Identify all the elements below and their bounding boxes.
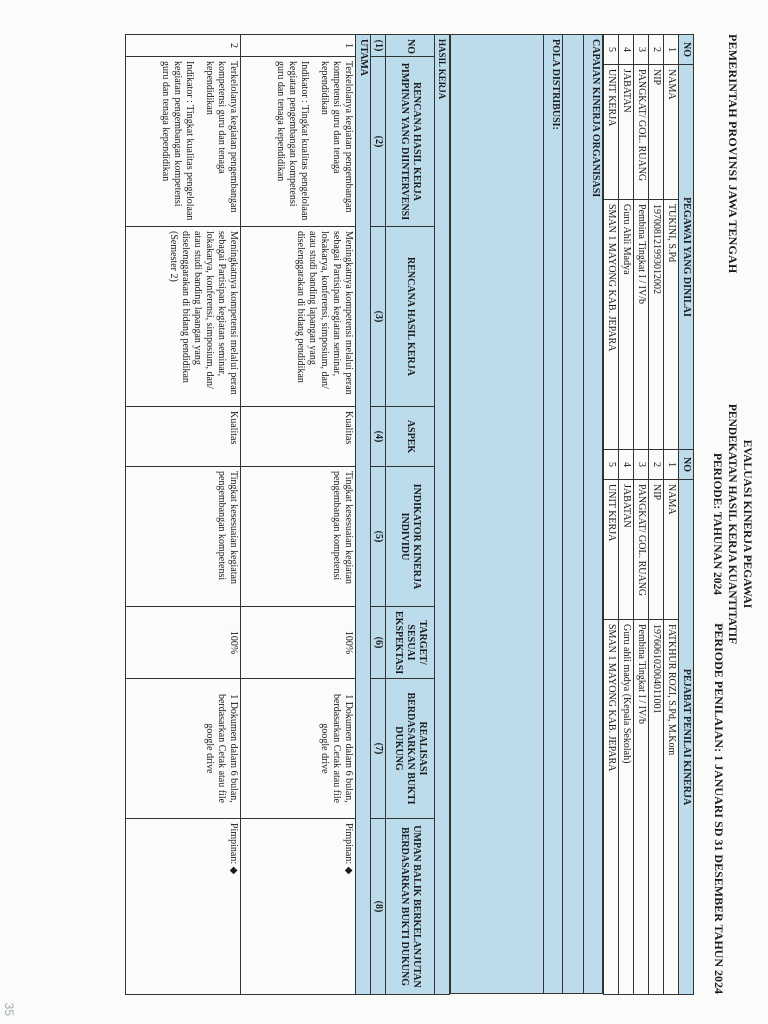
row-label: UNIT KERJA [604,480,619,620]
hasil-kerja-row [435,35,450,995]
realisasi-text: 1 Dokumen dalam 6 bulan, berdasarkan Cetak atau file google drive [126,679,241,819]
col-rhk-pimpinan-heading: RENCANA HASIL KERJA PIMPINAN YANG DIINTERVENSI [386,57,435,227]
identity-row [649,35,664,995]
assessor-value: 197606102004011001 [649,620,664,995]
col-number: (4) [371,407,386,467]
col-no: NO [679,35,694,65]
row-no: 1 [664,35,679,65]
assessor-value: Guru ahli madya (Kepala Sekolah) [619,620,634,995]
umpan-balik-text: Pimpinan: ◆ [126,819,241,995]
rhk-pimpinan-cell [126,57,241,227]
row-label: JABATAN [619,480,634,620]
work-row [241,35,356,995]
aspek-value: Kualitas [126,407,241,467]
province-title: PEMERINTAH PROVINSI JAWA TENGAH [726,34,740,274]
pola-body [451,35,544,994]
realisasi-text: 1 Dokumen dalam 6 bulan, berdasarkan Cetak atau file google drive [241,679,356,819]
row-no: 2 [649,450,664,480]
col-rhk-heading: RENCANA HASIL KERJA [386,227,435,407]
row-label: UNIT KERJA [604,65,619,200]
pola-row [544,35,563,994]
row-no: 1 [664,450,679,480]
identity-row [664,35,679,995]
row-label: PANGKAT/ GOL. RUANG [634,480,649,620]
col-no: NO [679,450,694,480]
report-title-line3: PERIODE: TAHUNAN 2024 [711,452,723,596]
utama-row [356,35,371,995]
hasil-kerja-heading: HASIL KERJA [435,35,450,995]
row-label: JABATAN [619,65,634,200]
rhk-text: Meningkatnya kompetensi melalui peran sebagai Partisipan kegiatan seminar, lokakarya, konferensi, simposium, dan/ atau studi banding lapangan yang diselenggarakan di bidang pendidikan (Semester 2) [126,227,241,407]
col-number: (5) [371,467,386,607]
umpan-balik-text: Pimpinan: ◆ [241,819,356,995]
row-no: 2 [649,35,664,65]
employee-value: Guru Ahli Madya [619,200,634,450]
target-value: 100% [241,607,356,679]
identity-row [619,35,634,995]
col-number: (1) [371,35,386,57]
assessor-value: SMAN 1 MAYONG KAB. JEPARA [604,620,619,995]
rhk-pimpinan-text: Terkelolanya kegiatan pengembangan kompetensi guru dan tenaga kependidikan [319,61,354,213]
col-number: (7) [371,679,386,819]
col-no-heading: NO [386,35,435,57]
target-value: 100% [126,607,241,679]
aspek-value: Kualitas [241,407,356,467]
assessor-value: FATKHUR ROZI, S.Pd, M.Kom [664,620,679,995]
organisation-performance-table [450,34,603,994]
row-label: NAMA [664,480,679,620]
col-number: (6) [371,607,386,679]
assessed-employee-heading: PEGAWAI YANG DINILAI [679,65,694,450]
rhk-pimpinan-text: Terkelolanya kegiatan pengembangan kompetensi guru dan tenaga kependidikan [204,61,239,213]
identity-header-row [679,35,694,995]
report-title-line2: PENDEKATAN HASIL KERJA KUANTITATIF [726,403,738,645]
capaian-body [563,35,584,994]
employee-value: TUKINI, S.Pd [664,200,679,450]
row-label: NIP [649,480,664,620]
capaian-row [584,35,603,994]
row-no: 5 [604,35,619,65]
row-label: PANGKAT/ GOL. RUANG [634,65,649,200]
employee-value: Pembina Tingkat I / IV/b [634,200,649,450]
row-label: NIP [649,65,664,200]
employee-value: SMAN 1 MAYONG KAB. JEPARA [604,200,619,450]
capaian-blank [563,35,584,994]
rhk-text: Meningkatnya kompetensi melalui peran sebagai Partisipan kegiatan seminar, lokakarya, konferensi, simposium, dan/ atau studi banding lapangan yang diselenggarakan di bidang pendidikan [241,227,356,407]
col-realisasi-heading: REALISASI BERDASARKAN BUKTI DUKUNG [386,679,435,819]
col-umpan-heading: UMPAN BALIK BERKELANJUTAN BERDASARKAN BUKTI DUKUNG [386,819,435,995]
pola-blank [451,35,544,994]
row-no: 3 [634,35,649,65]
pola-heading: POLA DISTRIBUSI: [544,35,563,994]
identity-row [604,35,619,995]
assessment-period: PERIODE PENILAIAN: 1 JANUARI SD 31 DESEMBER TAHUN 2024 [712,623,726,994]
work-row [126,35,241,995]
identity-row [634,35,649,995]
row-no: 4 [619,35,634,65]
indikator-text: Tingkat kesesuaian kegiatan pengembangan kompetensi [241,467,356,607]
identity-table [603,34,694,995]
col-indikator-heading: INDIKATOR KINERJA INDIVIDU [386,467,435,607]
rhk-pimpinan-indicator: Indikator : Tingkat kualitas pengelolaan kegiatan pengembangan kompetensi guru dan tenaga kependidikan [160,61,195,221]
document-header [694,34,754,994]
work-row-no: 2 [126,35,241,57]
document-content [125,34,754,994]
col-target-heading: TARGET/ SESUAI EKSPEKTASI [386,607,435,679]
col-number: (3) [371,227,386,407]
assessor-heading: PEJABAT PENILAI KINERJA [679,480,694,995]
row-no: 4 [619,450,634,480]
row-label: NAMA [664,65,679,200]
work-header-row [386,35,435,995]
row-no: 3 [634,450,649,480]
assessor-value: Pembina Tingkat I / IV/b [634,620,649,995]
col-number: (2) [371,57,386,227]
column-number-row [371,35,386,995]
indikator-text: Tingkat kesesuaian kegiatan pengembangan kompetensi [126,467,241,607]
rhk-pimpinan-indicator: Indikator : Tingkat kualitas pengelolaan kegiatan pengembangan kompetensi guru dan tenaga kependidikan [275,61,310,221]
capaian-heading: CAPAIAN KINERJA ORGANISASI [584,35,603,994]
work-row-no: 1 [241,35,356,57]
rhk-pimpinan-cell [241,57,356,227]
row-no: 5 [604,450,619,480]
work-results-table [125,34,450,995]
page-number: 35 [2,1002,16,1016]
col-number: (8) [371,819,386,995]
col-aspek-heading: ASPEK [386,407,435,467]
employee-value: 197008121993012002 [649,200,664,450]
report-title-line1: EVALUASI KINERJA PEGAWAI [741,439,753,609]
utama-label: UTAMA [356,35,371,995]
